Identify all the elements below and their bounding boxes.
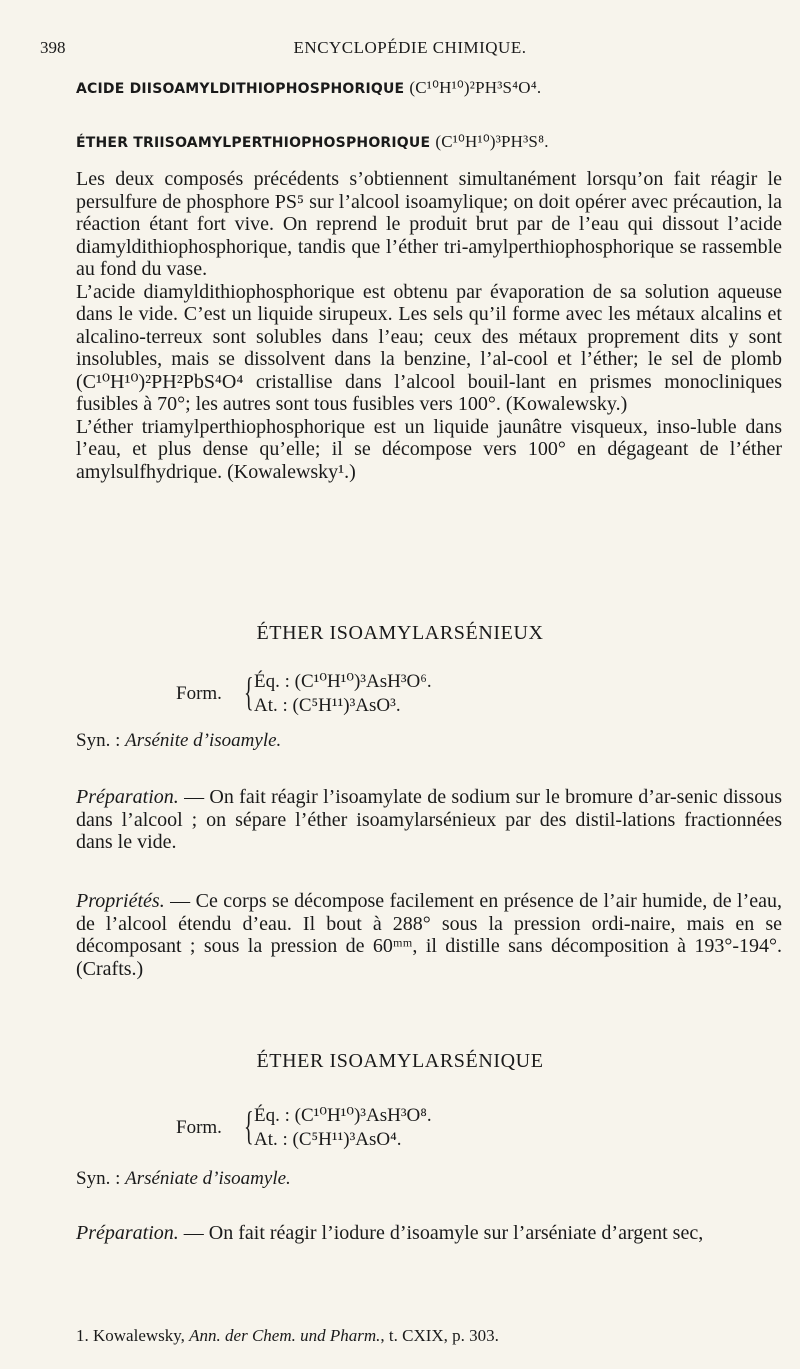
- brace-glyph: {: [244, 669, 254, 714]
- formula-label: Form.: [176, 683, 222, 704]
- formula-at: At. : (C⁵H¹¹)³AsO⁴.: [254, 1129, 402, 1150]
- prop-text: — Ce corps se décompose facilement en présence de l’air humide, de l’eau, de l’alcool étendu d’eau. Il bout à 288° sous la pression ordi-naire, mais en se décomposant ; sous la pression de 60ᵐᵐ, il distille sans décomposition à 193°-194°. (Crafts.): [76, 890, 782, 980]
- synonym-arsenieux: [76, 730, 281, 752]
- footnote-source: Ann. der Chem. und Pharm.: [189, 1326, 381, 1345]
- formula-eq: Éq. : (C¹⁰H¹⁰)³AsH³O⁶.: [254, 671, 432, 692]
- heading-acide-formula: (C¹⁰H¹⁰)²PH³S⁴O⁴.: [409, 78, 542, 97]
- heading-ether-triisoamyl: [76, 132, 549, 152]
- page-number: 398: [40, 38, 66, 57]
- heading-acide-name: ACIDE DIISOAMYLDITHIOPHOSPHORIQUE: [76, 81, 405, 97]
- preparation-arsenieux: [76, 786, 782, 854]
- syn-name: Arsénite d’isoamyle.: [125, 730, 282, 751]
- heading-ether-formula: (C¹⁰H¹⁰)³PH³S⁸.: [435, 132, 549, 151]
- paragraph-1: Les deux composés précédents s’obtiennent simultanément lorsqu’on fait réagir le persulfure de phosphore PS⁵ sur l’alcool isoamylique; on doit opérer avec précaution, la réaction étant fort vive. On reprend le produit brut par de l’eau qui dissout l’acide diamyldithiophosphorique, tandis que l’éther tri-amylperthiophosphorique se rassemble au fond du vase.: [76, 168, 782, 280]
- prop-label: Propriétés.: [76, 890, 165, 912]
- heading-acide-diisoamyl: [76, 78, 541, 98]
- prep-text: — On fait réagir l’isoamylate de sodium sur le bromure d’ar-senic dissous dans l’alcool ; on sépare l’éther isoamylarsénieux par des distil-lations fractionnées dans le vide.: [76, 786, 782, 853]
- paragraph-2: L’acide diamyldithiophosphorique est obtenu par évaporation de sa solution aqueuse dans le vide. C’est un liquide sirupeux. Les sels qu’il forme avec les métaux alcalins et alcalino-terreux sont solubles dans l’eau; ceux des métaux proprement dits y sont insolubles, mais se dissolvent dans la benzine, l’al-cool et l’éther; le sel de plomb (C¹⁰H¹⁰)²PH²PbS⁴O⁴ cristallise dans l’alcool bouil-lant en prismes monocliniques fusibles à 70°; les autres sont tous fusibles vers 100°. (Kowalewsky.): [76, 280, 782, 415]
- paragraph-3: L’éther triamylperthiophosphorique est un liquide jaunâtre visqueux, inso-luble dans l’eau, et plus dense qu’elle; il se décompose vers 100° en dégageant de l’éther amylsulfhydrique. (Kowalewsky¹.): [76, 415, 782, 483]
- formula-at: At. : (C⁵H¹¹)³AsO³.: [254, 695, 401, 716]
- prep-label: Préparation.: [76, 1222, 179, 1244]
- heading-ether-name: ÉTHER TRIISOAMYLPERTHIOPHOSPHORIQUE: [76, 135, 431, 151]
- section-title-arsenique: ÉTHER ISOAMYLARSÉNIQUE: [256, 1050, 544, 1072]
- syn-label: Syn. :: [76, 1168, 121, 1189]
- formula-label: Form.: [176, 1117, 222, 1138]
- brace-glyph: {: [244, 1103, 254, 1148]
- footnote: [76, 1326, 499, 1346]
- body-text-block-1: [76, 168, 782, 483]
- prep-label: Préparation.: [76, 786, 179, 808]
- prep-text: — On fait réagir l’iodure d’isoamyle sur l’arséniate d’argent sec,: [178, 1222, 704, 1244]
- syn-name: Arséniate d’isoamyle.: [125, 1168, 291, 1189]
- footnote-author: 1. Kowalewsky,: [76, 1326, 185, 1345]
- syn-label: Syn. :: [76, 730, 121, 751]
- section-title-arsenieux: ÉTHER ISOAMYLARSÉNIEUX: [256, 622, 544, 644]
- synonym-arsenique: [76, 1168, 291, 1190]
- footnote-ref: , t. CXIX, p. 303.: [380, 1326, 499, 1345]
- running-header: [40, 38, 780, 62]
- running-title: ENCYCLOPÉDIE CHIMIQUE.: [293, 38, 527, 57]
- preparation-arsenique: [76, 1222, 782, 1245]
- properties-arsenieux: [76, 890, 782, 980]
- formula-eq: Éq. : (C¹⁰H¹⁰)³AsH³O⁸.: [254, 1105, 432, 1126]
